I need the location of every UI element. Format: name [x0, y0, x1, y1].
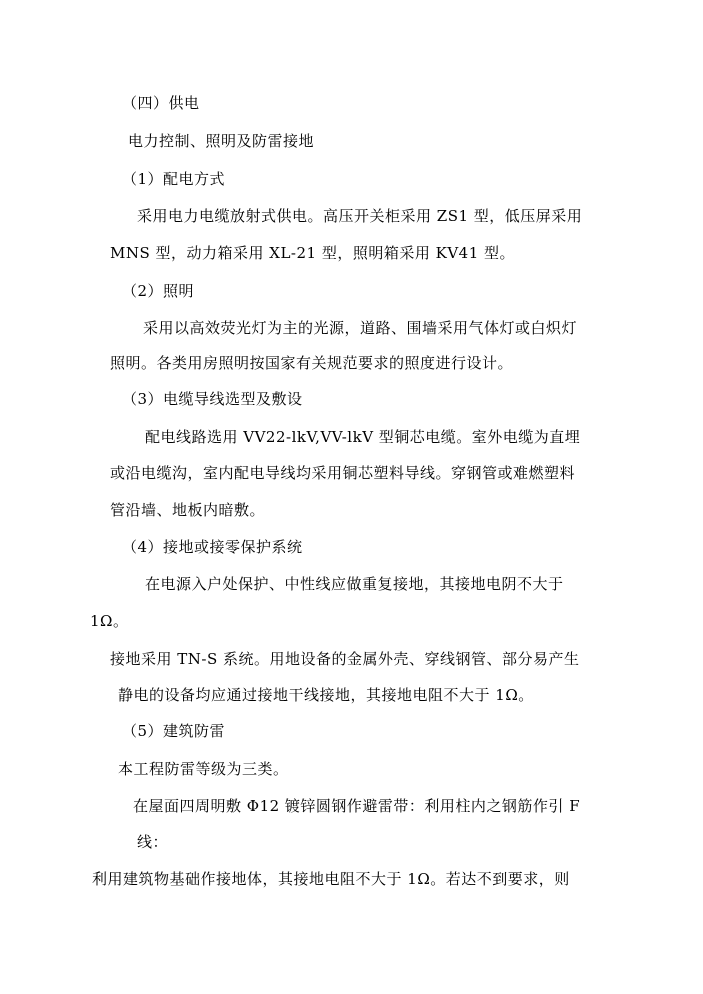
paragraph-line: 采用以高效荧光灯为主的光源，道路、围墙采用气体灯或白炽灯	[143, 319, 578, 337]
paragraph-line: 接地采用 TN-S 系统。用地设备的金属外壳、穿线钢管、部分易产生	[110, 650, 580, 668]
paragraph-line: 利用建筑物基础作接地体，其接地电阻不大于 1Ω。若达不到要求，则	[92, 870, 570, 888]
paragraph-line: 照明。各类用房照明按国家有关规范要求的照度进行设计。	[110, 354, 514, 372]
paragraph-line: 在电源入户处保护、中性线应做重复接地，其接地电阴不大于	[145, 575, 564, 593]
paragraph-line: MNS 型，动力箱采用 XL-21 型，照明箱采用 KV41 型。	[110, 244, 516, 262]
paragraph-line: 1Ω。	[90, 612, 129, 630]
paragraph-line: 配电线路选用 VV22-lkV,VV-lkV 型铜芯电缆。室外电缆为直埋	[145, 428, 581, 446]
item-heading-lightning: （5）建筑防雷	[122, 722, 226, 740]
item-heading-lighting: （2）照明	[122, 282, 195, 300]
section-heading-power-supply: （四）供电	[122, 94, 200, 112]
paragraph-line: 或沿电缆沟，室内配电导线均采用铜芯塑料导线。穿钢管或难燃塑料	[110, 464, 576, 482]
subheading-power-control: 电力控制、照明及防雷接地	[128, 132, 315, 150]
paragraph-line: 线：	[137, 833, 169, 851]
paragraph-line: 管沿墙、地板内暗敷。	[110, 501, 266, 519]
item-heading-grounding: （4）接地或接零保护系统	[122, 538, 303, 556]
paragraph-line: 在屋面四周明敷 Φ12 镀锌圆钢作避雷带：利用柱内之钢筋作引 F	[133, 797, 581, 815]
paragraph-line: 本工程防雷等级为三类。	[118, 760, 289, 778]
item-heading-distribution: （1）配电方式	[122, 170, 226, 188]
item-heading-cable: （3）电缆导线选型及敷设	[122, 390, 303, 408]
paragraph-line: 采用电力电缆放射式供电。高压开关柜采用 ZS1 型，低压屏采用	[137, 207, 583, 225]
paragraph-line: 静电的设备均应通过接地干线接地，其接地电阻不大于 1Ω。	[118, 686, 534, 704]
